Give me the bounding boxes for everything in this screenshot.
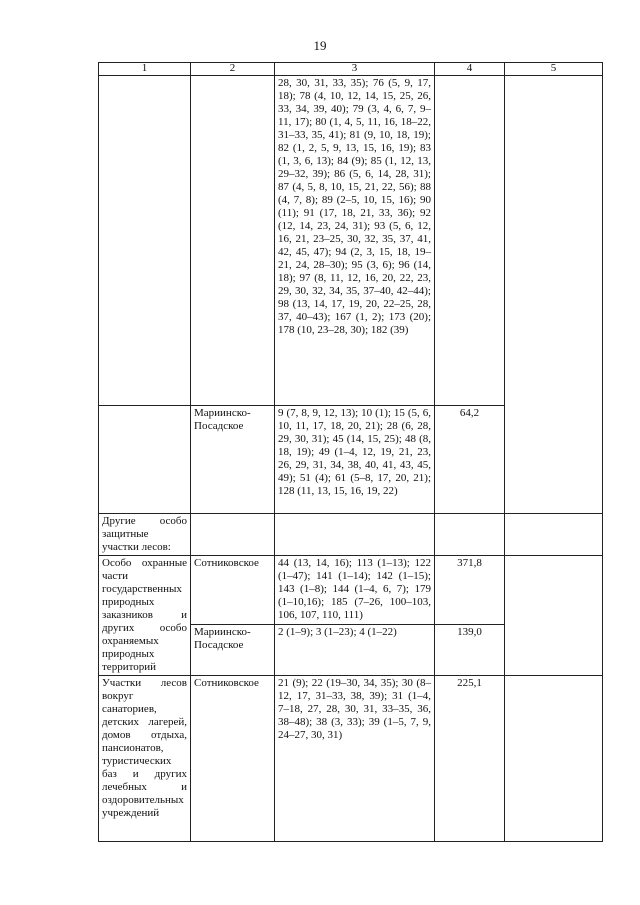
quarters-cell: 28, 30, 31, 33, 35); 76 (5, 9, 17, 18); 78 (4, 10, 12, 14, 15, 25, 26, 33, 34, 39, 40); 79 (3, 4, 6, 7, 9–11, 17); 80 (1, 4, 5, 11, 16, 18–22, 31–33, 35, 41); 81 (9, 10, 18, 19); 82 (1, 2, 5, 9, 13, 15, 16, 19); 83 (1, 3, 6, 13); 84 (9); 85 (1, 12, 13, 29–32, 39); 86 (5, 6, 14, 28, 31); 87 (4, 5, 8, 10, 15, 21, 22, 56); 88 (4, 7, 8); 89 (2–5, 10, 15, 16); 90 (11); 91 (17, 18, 21, 33, 36); 92 (12, 14, 23, 24, 31); 93 (5, 6, 12, 16, 21, 23–25, 30, 32, 35, 37, 41, 42, 45, 47); 94 (2, 3, 15, 18, 19–21, 24, 28–30); 95 (3, 6); 96 (14, 18); 97 (8, 11, 12, 16, 20, 22, 23, 29, 30, 32, 34, 35, 37–40, 42–44); 98 (13, 14, 17, 19, 20, 22–25, 28, 37, 40–43); 167 (1, 2); 173 (20); 178 (10, 23–28, 30); 182 (39): [275, 76, 435, 406]
forestry-cell: Мариинско-Посадское: [191, 625, 275, 676]
area-cell: [435, 76, 505, 406]
quarters-cell: [275, 514, 435, 556]
notes-cell: [505, 676, 603, 842]
quarters-cell: 21 (9); 22 (19–30, 34, 35); 30 (8–12, 17, 31–33, 38, 39); 31 (1–4, 7–18, 27, 28, 30, 31, 33–35, 36, 38–48); 38 (3, 33); 39 (1–5, 7, 9, 24–27, 30, 31): [275, 676, 435, 842]
column-header: 2: [191, 63, 275, 76]
table-header-row: [99, 63, 603, 76]
quarters-cell: 9 (7, 8, 9, 12, 13); 10 (1); 15 (5, 6, 10, 11, 17, 18, 20, 21); 28 (6, 28, 29, 30, 31); 45 (14, 15, 25); 48 (8, 18, 19); 49 (1–4, 12, 19, 21, 23, 26, 29, 31, 34, 38, 40, 41, 43, 45, 49); 51 (4); 61 (5–8, 17, 20, 21); 128 (11, 13, 15, 16, 19, 22): [275, 406, 435, 514]
column-header: 3: [275, 63, 435, 76]
forest-areas-table: [98, 62, 603, 842]
notes-cell: [505, 556, 603, 676]
column-header: 5: [505, 63, 603, 76]
quarters-cell: 44 (13, 14, 16); 113 (1–13); 122 (1–47); 141 (1–14); 142 (1–15); 143 (1–8); 144 (1–4, 6, 7); 179 (1–10,16); 185 (7–26, 100–103, 106, 107, 110, 111): [275, 556, 435, 625]
area-cell: 139,0: [435, 625, 505, 676]
area-cell: 371,8: [435, 556, 505, 625]
table-row: [99, 556, 603, 625]
category-cell: [99, 406, 191, 514]
table-row: [99, 676, 603, 842]
page-number: 19: [313, 38, 327, 53]
area-cell: [435, 514, 505, 556]
category-cell: [99, 76, 191, 406]
area-cell: 64,2: [435, 406, 505, 514]
notes-cell: [505, 514, 603, 556]
category-cell: Другие особо защитные участки лесов:: [99, 514, 191, 556]
quarters-cell: 2 (1–9); 3 (1–23); 4 (1–22): [275, 625, 435, 676]
category-cell: Участки лесов вокруг санаториев, детских лагерей, домов отдыха, пансионатов, туристических баз и других лечебных и оздоровительных учреждений: [99, 676, 191, 842]
forestry-cell: [191, 514, 275, 556]
table-row: [99, 76, 603, 406]
forestry-cell: Сотниковское: [191, 556, 275, 625]
notes-cell: [505, 76, 603, 514]
forestry-cell: [191, 76, 275, 406]
column-header: 1: [99, 63, 191, 76]
table-row: [99, 514, 603, 556]
forestry-cell: Мариинско-Посадское: [191, 406, 275, 514]
category-cell: Особо охранные части государственных природных заказников и других особо охраняемых природных территорий: [99, 556, 191, 676]
forestry-cell: Сотниковское: [191, 676, 275, 842]
area-cell: 225,1: [435, 676, 505, 842]
column-header: 4: [435, 63, 505, 76]
